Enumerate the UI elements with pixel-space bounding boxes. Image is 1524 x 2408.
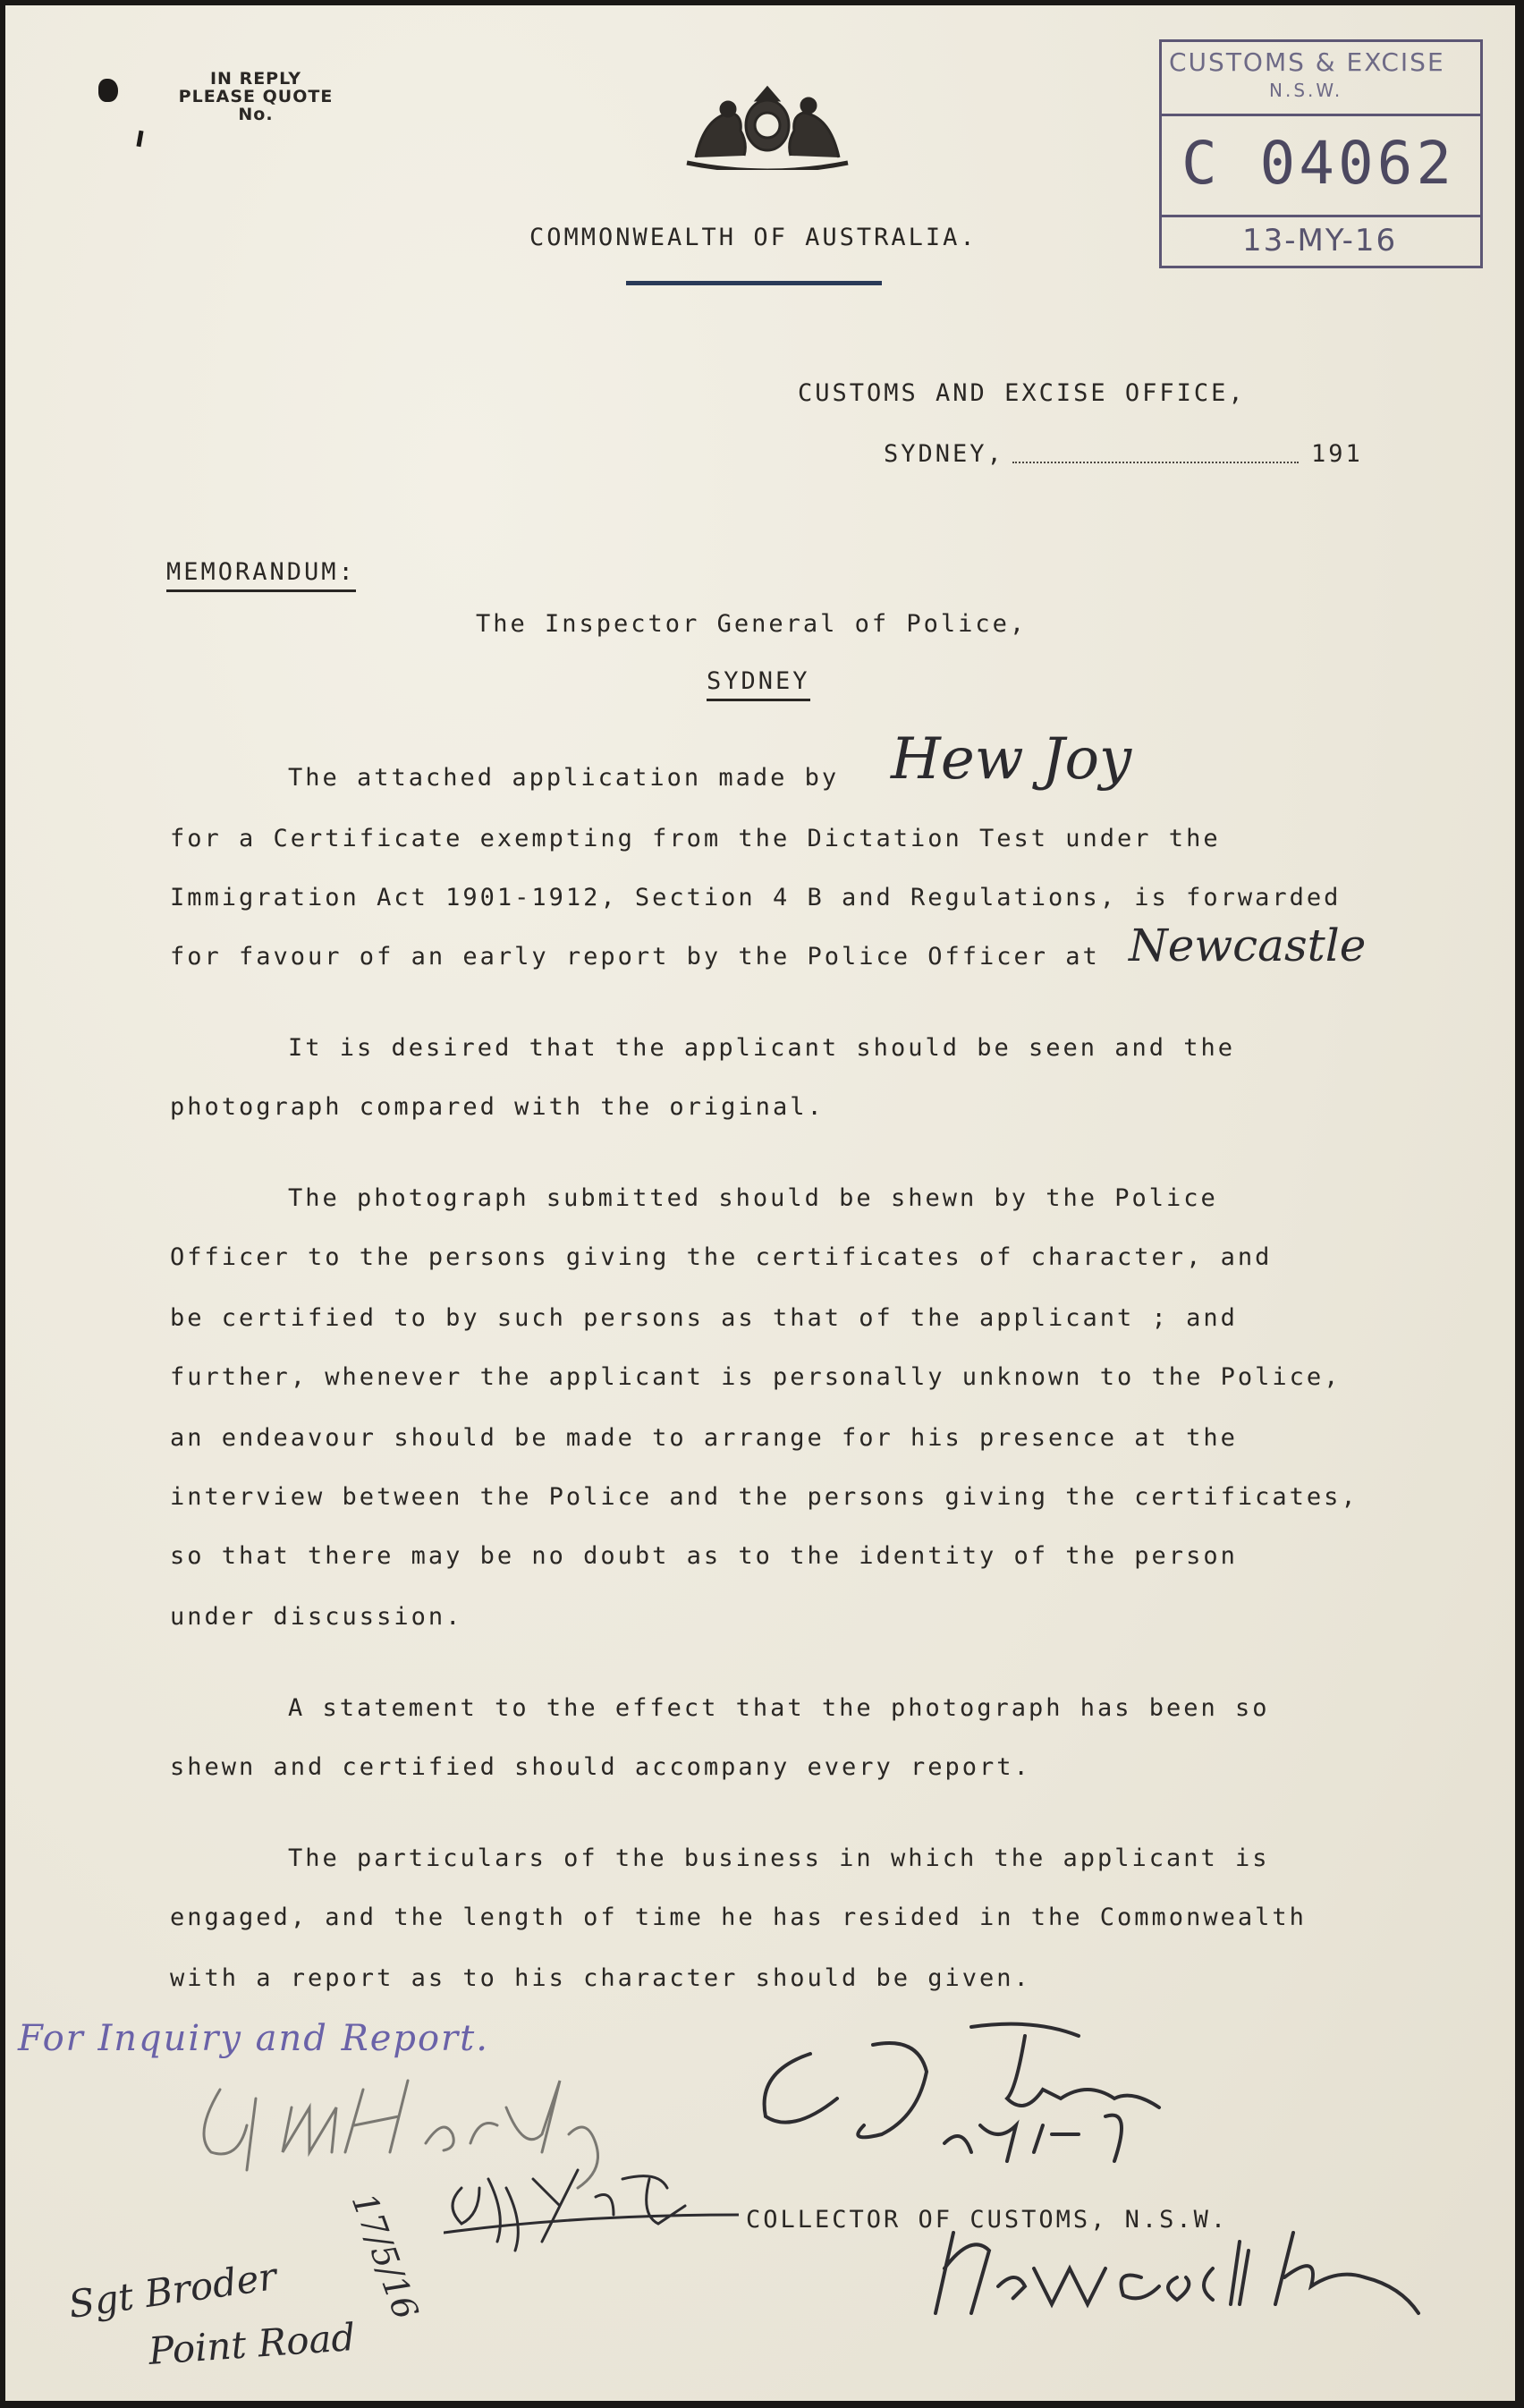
police-location-handwritten: Newcastle <box>1129 920 1367 971</box>
p1-line-3: Immigration Act 1901-1912, Section 4 B and Regulations, is forwarded <box>170 884 1342 911</box>
commonwealth-heading: COMMONWEALTH OF AUSTRALIA. <box>529 224 978 251</box>
p3-line-1: The photograph submitted should be shewn by the Police <box>288 1184 1218 1212</box>
p1-line-1: The attached application made by <box>288 764 840 792</box>
stamp-state: N.S.W. <box>1269 80 1343 101</box>
coat-of-arms-icon <box>678 81 857 174</box>
reply-reference-block <box>166 70 345 123</box>
inquiry-report-stamp: For Inquiry and Report. <box>18 2018 489 2059</box>
p3-line-8: under discussion. <box>170 1603 463 1631</box>
p4-line-2: shewn and certified should accompany every report. <box>170 1753 1031 1781</box>
office-name: CUSTOMS AND EXCISE OFFICE, <box>798 379 1246 407</box>
date-blank-line <box>1012 462 1299 463</box>
p3-line-2: Officer to the persons giving the certificates of character, and <box>170 1243 1273 1271</box>
p4-line-1: A statement to the effect that the photograph has been so <box>288 1694 1270 1722</box>
handwritten-date: 17/5/16 <box>343 2188 427 2325</box>
year-prefix: 191 <box>1311 440 1363 468</box>
p2-line-2: photograph compared with the original. <box>170 1093 825 1121</box>
p3-line-3: be certified to by such persons as that of the applicant ; and <box>170 1304 1238 1332</box>
handwritten-sergeant-name: Sgt Broder <box>65 2253 280 2327</box>
p1-line-2: for a Certificate exempting from the Dictation Test under the <box>170 825 1221 852</box>
applicant-name-handwritten: Hew Joy <box>891 726 1132 793</box>
reply-line-2: PLEASE QUOTE <box>178 87 334 106</box>
memorandum-heading: MEMORANDUM: <box>166 558 356 592</box>
memorandum-page <box>5 5 1515 2401</box>
hole-punch-mark <box>98 79 118 102</box>
p3-line-7: so that there may be no doubt as to the identity of the person <box>170 1542 1238 1570</box>
initials-signature <box>444 2152 739 2260</box>
stamp-department: CUSTOMS & EXCISE <box>1169 47 1445 77</box>
p3-line-4: further, whenever the applicant is personally unknown to the Police, <box>170 1363 1342 1391</box>
p3-line-6: interview between the Police and the persons giving the certificates, <box>170 1483 1359 1511</box>
addressee-city: SYDNEY <box>707 667 810 701</box>
stamp-number-box <box>1162 114 1480 217</box>
p1-line-4: for favour of an early report by the Police Officer at <box>170 943 1100 971</box>
turner-signature <box>739 2018 1204 2188</box>
collector-of-customs-title: COLLECTOR OF CUSTOMS, N.S.W. <box>746 2206 1229 2234</box>
stamp-date: 13-MY-16 <box>1242 223 1398 259</box>
heading-rule <box>626 281 882 285</box>
p5-line-1: The particulars of the business in which the applicant is <box>288 1844 1270 1872</box>
office-city: SYDNEY, <box>884 440 1004 468</box>
received-date-stamp <box>1159 39 1483 268</box>
p2-line-1: It is desired that the applicant should be seen and the <box>288 1034 1236 1062</box>
p3-line-5: an endeavour should be made to arrange for his presence at the <box>170 1424 1238 1452</box>
p5-line-3: with a report as to his character should be given. <box>170 1964 1031 1992</box>
handwritten-station: Point Road <box>147 2314 357 2374</box>
p5-line-2: engaged, and the length of time he has resided in the Commonwealth <box>170 1904 1307 1931</box>
stamp-number: C 04062 <box>1181 129 1456 198</box>
hole-punch-mark <box>136 131 143 148</box>
reply-line-1: IN REPLY <box>209 69 302 89</box>
addressee: The Inspector General of Police, <box>476 610 1028 638</box>
reply-line-3: No. <box>238 105 274 124</box>
